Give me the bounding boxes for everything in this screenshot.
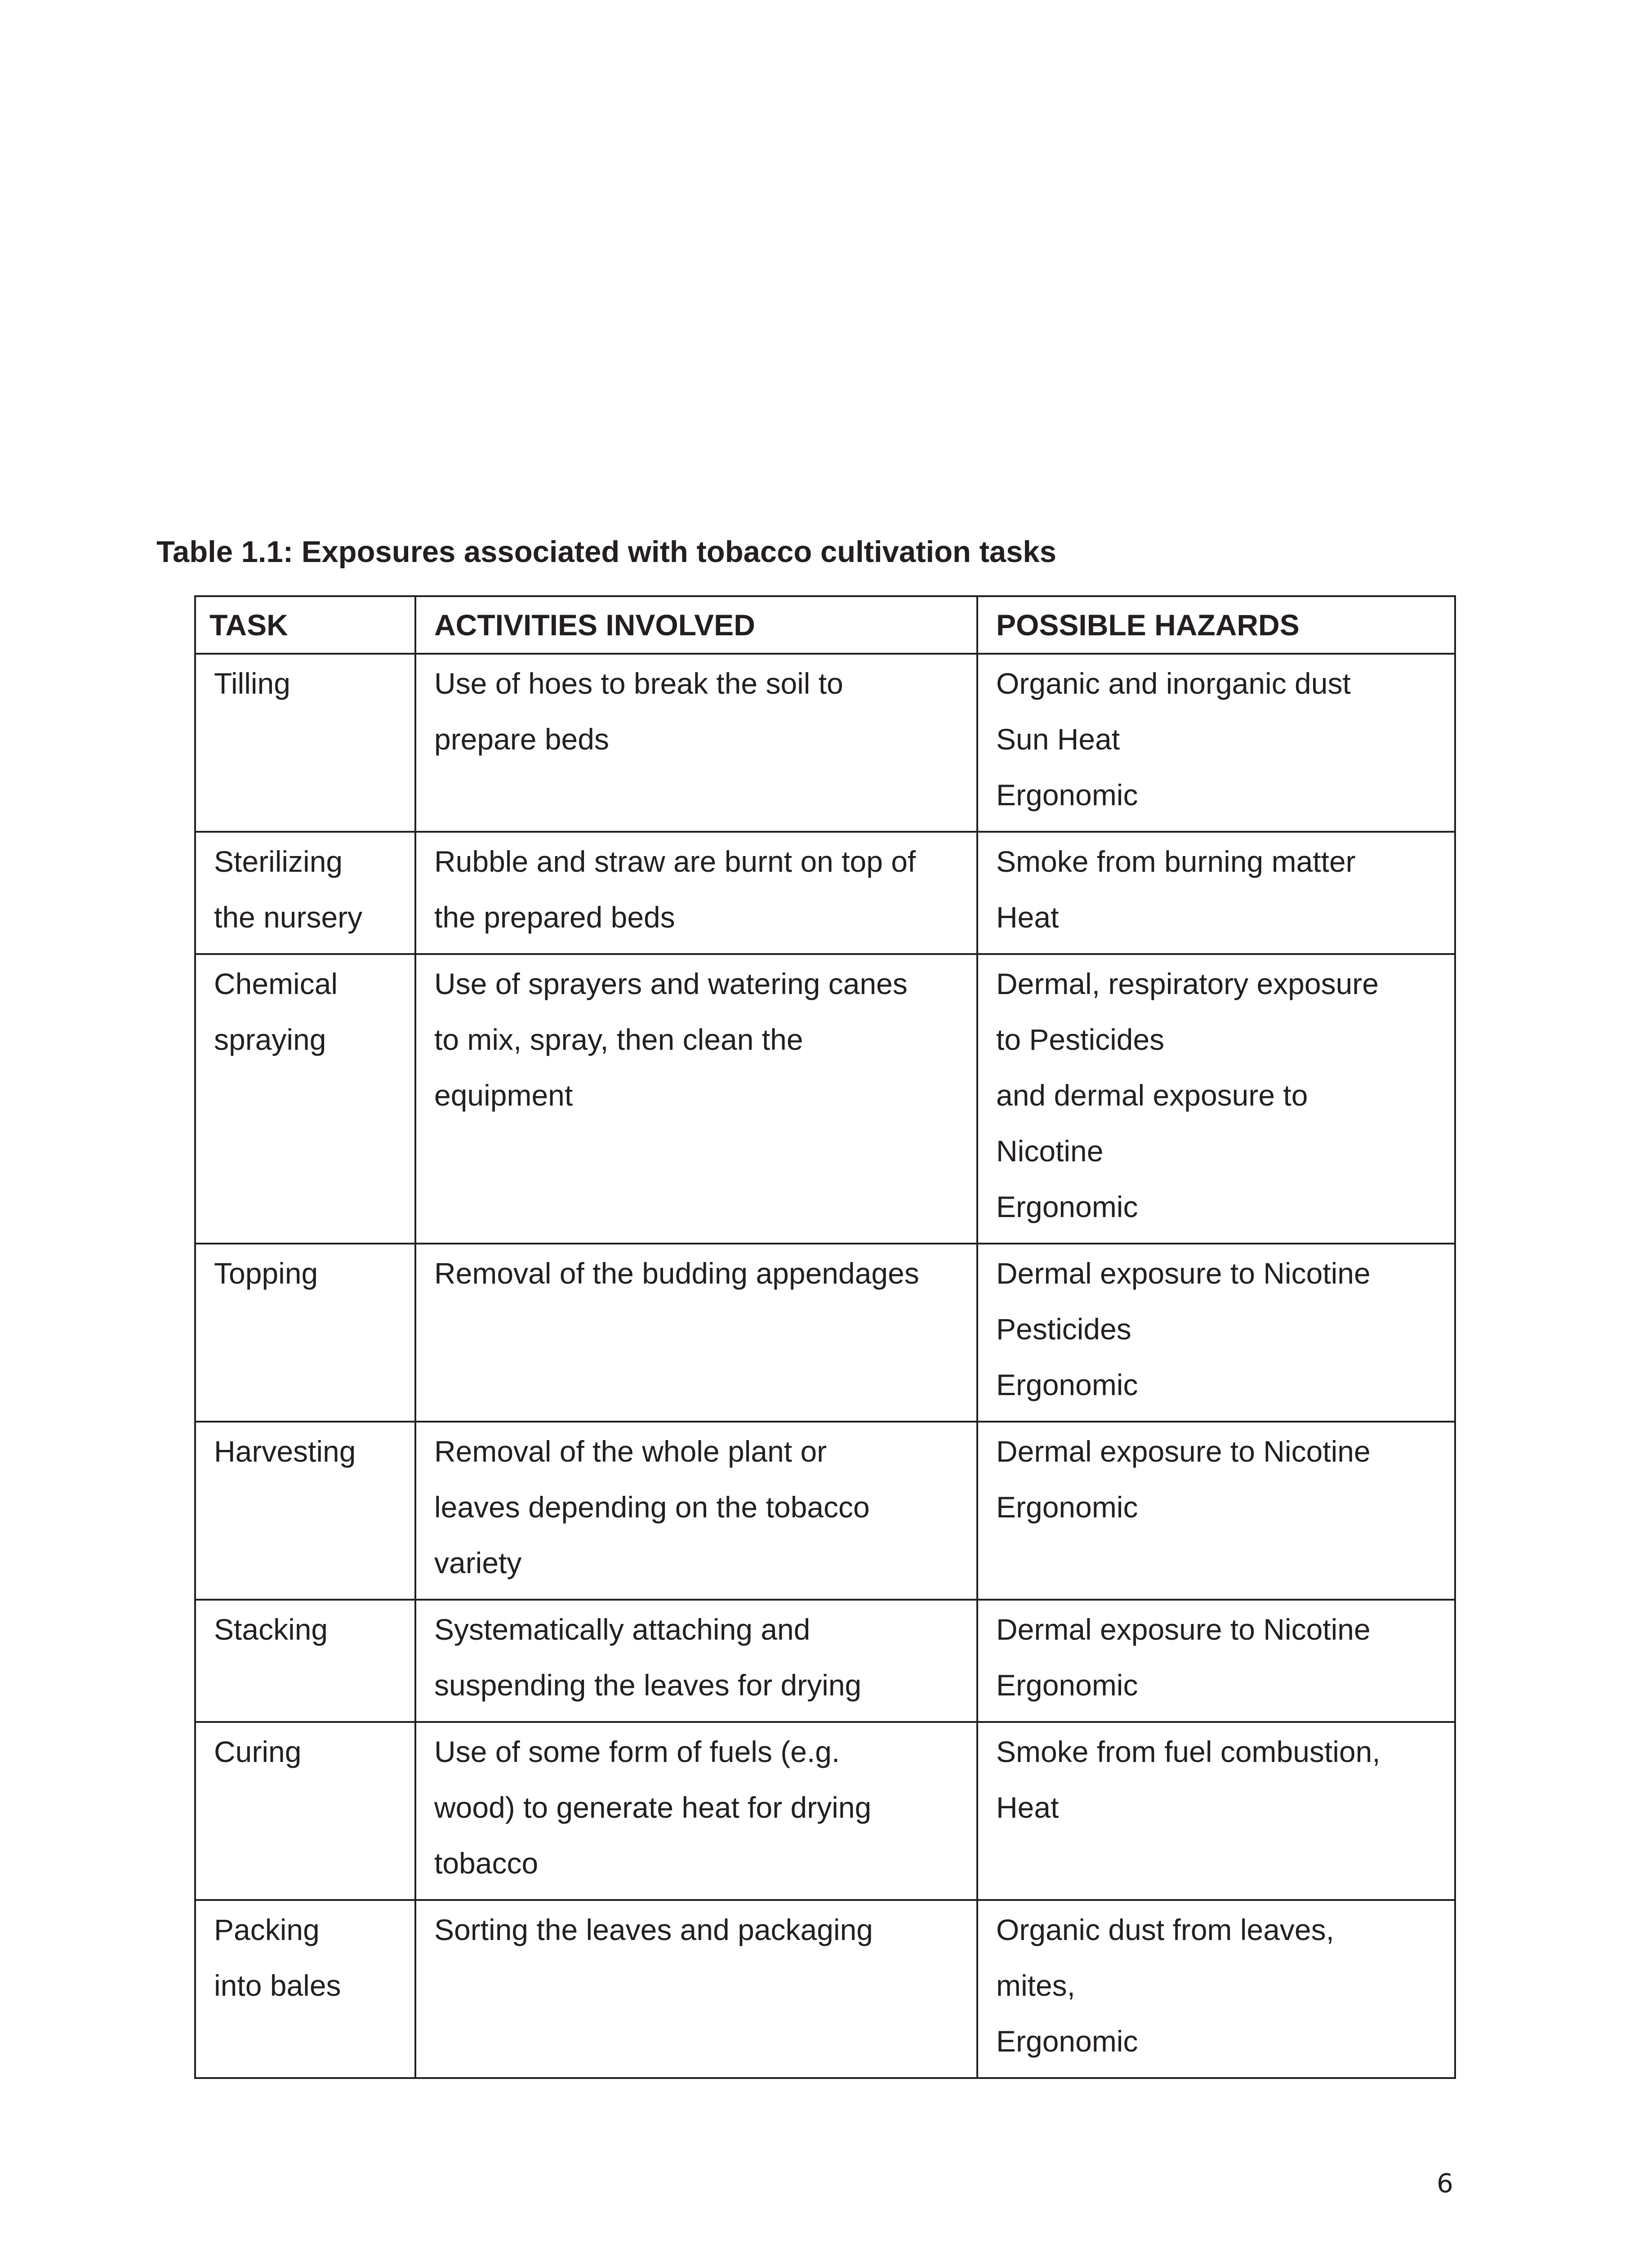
- activities-cell-line: Rubble and straw are burnt on top of: [434, 845, 916, 878]
- task-cell: [195, 954, 415, 1244]
- task-cell-line: Curing: [214, 1735, 302, 1768]
- hazards-cell-line: Smoke from fuel combustion,: [996, 1735, 1380, 1768]
- task-cell-line: Chemical: [214, 967, 338, 1000]
- hazards-cell: [977, 1600, 1455, 1722]
- activities-cell-line: Removal of the whole plant or: [434, 1435, 827, 1468]
- hazards-cell-line: Sun Heat: [996, 723, 1120, 756]
- hazards-cell-line: Organic and inorganic dust: [996, 667, 1351, 700]
- task-cell: [195, 832, 415, 954]
- hazards-cell-line: Ergonomic: [996, 778, 1138, 812]
- header-task: TASK: [195, 596, 415, 654]
- table-caption: Table 1.1: Exposures associated with tobacco cultivation tasks: [156, 535, 1056, 569]
- hazards-cell: [977, 654, 1455, 832]
- table-row: [195, 1600, 1455, 1722]
- activities-cell: [415, 954, 977, 1244]
- hazards-cell-line: and dermal exposure to: [996, 1079, 1308, 1112]
- task-cell: [195, 1422, 415, 1600]
- hazards-cell-line: Dermal exposure to Nicotine: [996, 1257, 1371, 1290]
- hazards-cell-line: Organic dust from leaves,: [996, 1913, 1334, 1946]
- hazards-cell-line: Ergonomic: [996, 1668, 1138, 1702]
- page-number: 6: [1437, 2168, 1453, 2199]
- hazards-cell-line: Dermal, respiratory exposure: [996, 967, 1379, 1000]
- task-cell: [195, 1600, 415, 1722]
- activities-cell-line: the prepared beds: [434, 901, 675, 934]
- task-cell-line: the nursery: [214, 901, 363, 934]
- activities-cell-line: equipment: [434, 1079, 573, 1112]
- activities-cell-line: Use of some form of fuels (e.g.: [434, 1735, 840, 1768]
- task-cell: [195, 1722, 415, 1900]
- task-cell-line: Sterilizing: [214, 845, 343, 878]
- task-cell-line: spraying: [214, 1023, 326, 1056]
- activities-cell-line: suspending the leaves for drying: [434, 1668, 862, 1702]
- table-row: [195, 1722, 1455, 1900]
- header-hazards: POSSIBLE HAZARDS: [977, 596, 1455, 654]
- table-body: [195, 654, 1455, 2078]
- task-cell-line: Tilling: [214, 667, 290, 700]
- hazards-cell-line: Ergonomic: [996, 2025, 1138, 2058]
- task-cell: [195, 1244, 415, 1422]
- activities-cell-line: Use of hoes to break the soil to: [434, 667, 843, 700]
- activities-cell-line: leaves depending on the tobacco: [434, 1490, 870, 1524]
- activities-cell: [415, 1422, 977, 1600]
- activities-cell: [415, 1244, 977, 1422]
- hazards-cell-line: Ergonomic: [996, 1368, 1138, 1401]
- hazards-cell-line: Smoke from burning matter: [996, 845, 1356, 878]
- activities-cell-line: wood) to generate heat for drying: [434, 1791, 872, 1824]
- activities-cell: [415, 1722, 977, 1900]
- activities-cell: [415, 1900, 977, 2078]
- exposures-table: [194, 595, 1456, 2079]
- activities-cell-line: to mix, spray, then clean the: [434, 1023, 803, 1056]
- task-cell-line: Harvesting: [214, 1435, 356, 1468]
- activities-cell-line: Use of sprayers and watering canes: [434, 967, 908, 1000]
- hazards-cell: [977, 1244, 1455, 1422]
- task-cell-line: into bales: [214, 1969, 341, 2002]
- activities-cell-line: prepare beds: [434, 723, 609, 756]
- hazards-cell: [977, 954, 1455, 1244]
- activities-cell-line: Removal of the budding appendages: [434, 1257, 919, 1290]
- hazards-cell-line: Heat: [996, 901, 1059, 934]
- task-cell: [195, 1900, 415, 2078]
- table-row: [195, 654, 1455, 832]
- header-activities: ACTIVITIES INVOLVED: [415, 596, 977, 654]
- hazards-cell-line: Dermal exposure to Nicotine: [996, 1435, 1371, 1468]
- task-cell-line: Packing: [214, 1913, 320, 1946]
- task-cell: [195, 654, 415, 832]
- hazards-cell-line: Nicotine: [996, 1134, 1104, 1168]
- hazards-cell-line: Ergonomic: [996, 1490, 1138, 1524]
- hazards-cell: [977, 1722, 1455, 1900]
- hazards-cell-line: to Pesticides: [996, 1023, 1165, 1056]
- table-row: [195, 1244, 1455, 1422]
- activities-cell: [415, 1600, 977, 1722]
- table-row: [195, 1422, 1455, 1600]
- activities-cell-line: Sorting the leaves and packaging: [434, 1913, 873, 1946]
- task-cell-line: Topping: [214, 1257, 318, 1290]
- activities-cell-line: Systematically attaching and: [434, 1613, 810, 1646]
- hazards-cell: [977, 1422, 1455, 1600]
- hazards-cell-line: Heat: [996, 1791, 1059, 1824]
- activities-cell: [415, 654, 977, 832]
- table-row: [195, 832, 1455, 954]
- hazards-cell-line: mites,: [996, 1969, 1076, 2002]
- hazards-cell-line: Dermal exposure to Nicotine: [996, 1613, 1371, 1646]
- hazards-cell: [977, 1900, 1455, 2078]
- hazards-cell: [977, 832, 1455, 954]
- table-row: [195, 954, 1455, 1244]
- activities-cell-line: variety: [434, 1546, 522, 1579]
- hazards-cell-line: Pesticides: [996, 1312, 1131, 1346]
- activities-cell: [415, 832, 977, 954]
- hazards-cell-line: Ergonomic: [996, 1190, 1138, 1223]
- table-row: [195, 1900, 1455, 2078]
- task-cell-line: Stacking: [214, 1613, 328, 1646]
- activities-cell-line: tobacco: [434, 1847, 539, 1880]
- table-header-row: [195, 596, 1455, 654]
